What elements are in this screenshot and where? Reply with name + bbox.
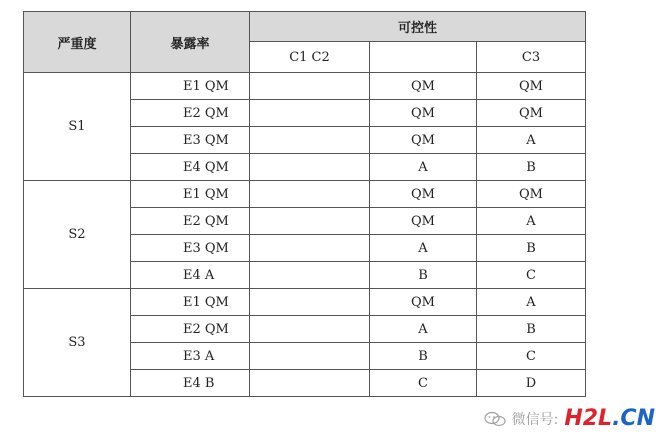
exposure-cell: E2 QM	[131, 316, 250, 343]
c2-cell: QM	[370, 208, 477, 235]
c3-cell: C	[477, 262, 586, 289]
exposure-cell: E2 QM	[131, 100, 250, 127]
c3-cell: B	[477, 154, 586, 181]
empty-cell	[250, 73, 370, 100]
c3-cell: QM	[477, 73, 586, 100]
c3-cell: A	[477, 289, 586, 316]
empty-cell	[250, 127, 370, 154]
c2-cell: C	[370, 370, 477, 397]
severity-group-s1	[24, 73, 586, 181]
severity-cell: S2	[24, 181, 131, 289]
header-exposure: 暴露率	[131, 12, 250, 73]
severity-cell: S1	[24, 73, 131, 181]
table-header	[24, 12, 586, 73]
c2-cell: QM	[370, 100, 477, 127]
exposure-cell: E4 A	[131, 262, 250, 289]
c3-cell: B	[477, 235, 586, 262]
exposure-cell: E1 QM	[131, 181, 250, 208]
table-row	[24, 289, 586, 316]
c2-cell: B	[370, 262, 477, 289]
exposure-cell: E4 B	[131, 370, 250, 397]
exposure-cell: E4 QM	[131, 154, 250, 181]
c3-cell: QM	[477, 100, 586, 127]
header-controllability: 可控性	[250, 12, 586, 42]
c3-cell: D	[477, 370, 586, 397]
exposure-cell: E3 QM	[131, 235, 250, 262]
exposure-cell: E3 A	[131, 343, 250, 370]
empty-cell	[250, 181, 370, 208]
h2l-logo	[564, 406, 655, 431]
wechat-icon	[484, 411, 506, 427]
c3-cell: C	[477, 343, 586, 370]
watermark-text: 微信号:	[511, 411, 559, 428]
c3-cell: QM	[477, 181, 586, 208]
empty-cell	[250, 100, 370, 127]
severity-group-s2	[24, 181, 586, 289]
table-row	[24, 181, 586, 208]
c2-cell: QM	[370, 127, 477, 154]
header-sub-c3: C3	[477, 42, 586, 73]
c2-cell: QM	[370, 73, 477, 100]
severity-group-s3	[24, 289, 586, 397]
c2-cell: A	[370, 316, 477, 343]
exposure-cell: E3 QM	[131, 127, 250, 154]
severity-cell: S3	[24, 289, 131, 397]
c2-cell: QM	[370, 289, 477, 316]
empty-cell	[250, 370, 370, 397]
c3-cell: A	[477, 208, 586, 235]
watermark	[484, 406, 655, 431]
c2-cell: QM	[370, 181, 477, 208]
c2-cell: B	[370, 343, 477, 370]
empty-cell	[250, 343, 370, 370]
empty-cell	[250, 235, 370, 262]
empty-cell	[250, 316, 370, 343]
empty-cell	[250, 154, 370, 181]
header-sub-blank	[370, 42, 477, 73]
c3-cell: B	[477, 316, 586, 343]
asil-table	[23, 11, 586, 397]
table-row	[24, 73, 586, 100]
exposure-cell: E1 QM	[131, 289, 250, 316]
header-severity: 严重度	[24, 12, 131, 73]
logo-cn: .CN	[612, 406, 655, 431]
logo-h2l: H2L	[564, 406, 613, 431]
empty-cell	[250, 289, 370, 316]
header-sub-c1c2: C1 C2	[250, 42, 370, 73]
exposure-cell: E1 QM	[131, 73, 250, 100]
empty-cell	[250, 208, 370, 235]
c2-cell: A	[370, 235, 477, 262]
empty-cell	[250, 262, 370, 289]
c2-cell: A	[370, 154, 477, 181]
c3-cell: A	[477, 127, 586, 154]
exposure-cell: E2 QM	[131, 208, 250, 235]
